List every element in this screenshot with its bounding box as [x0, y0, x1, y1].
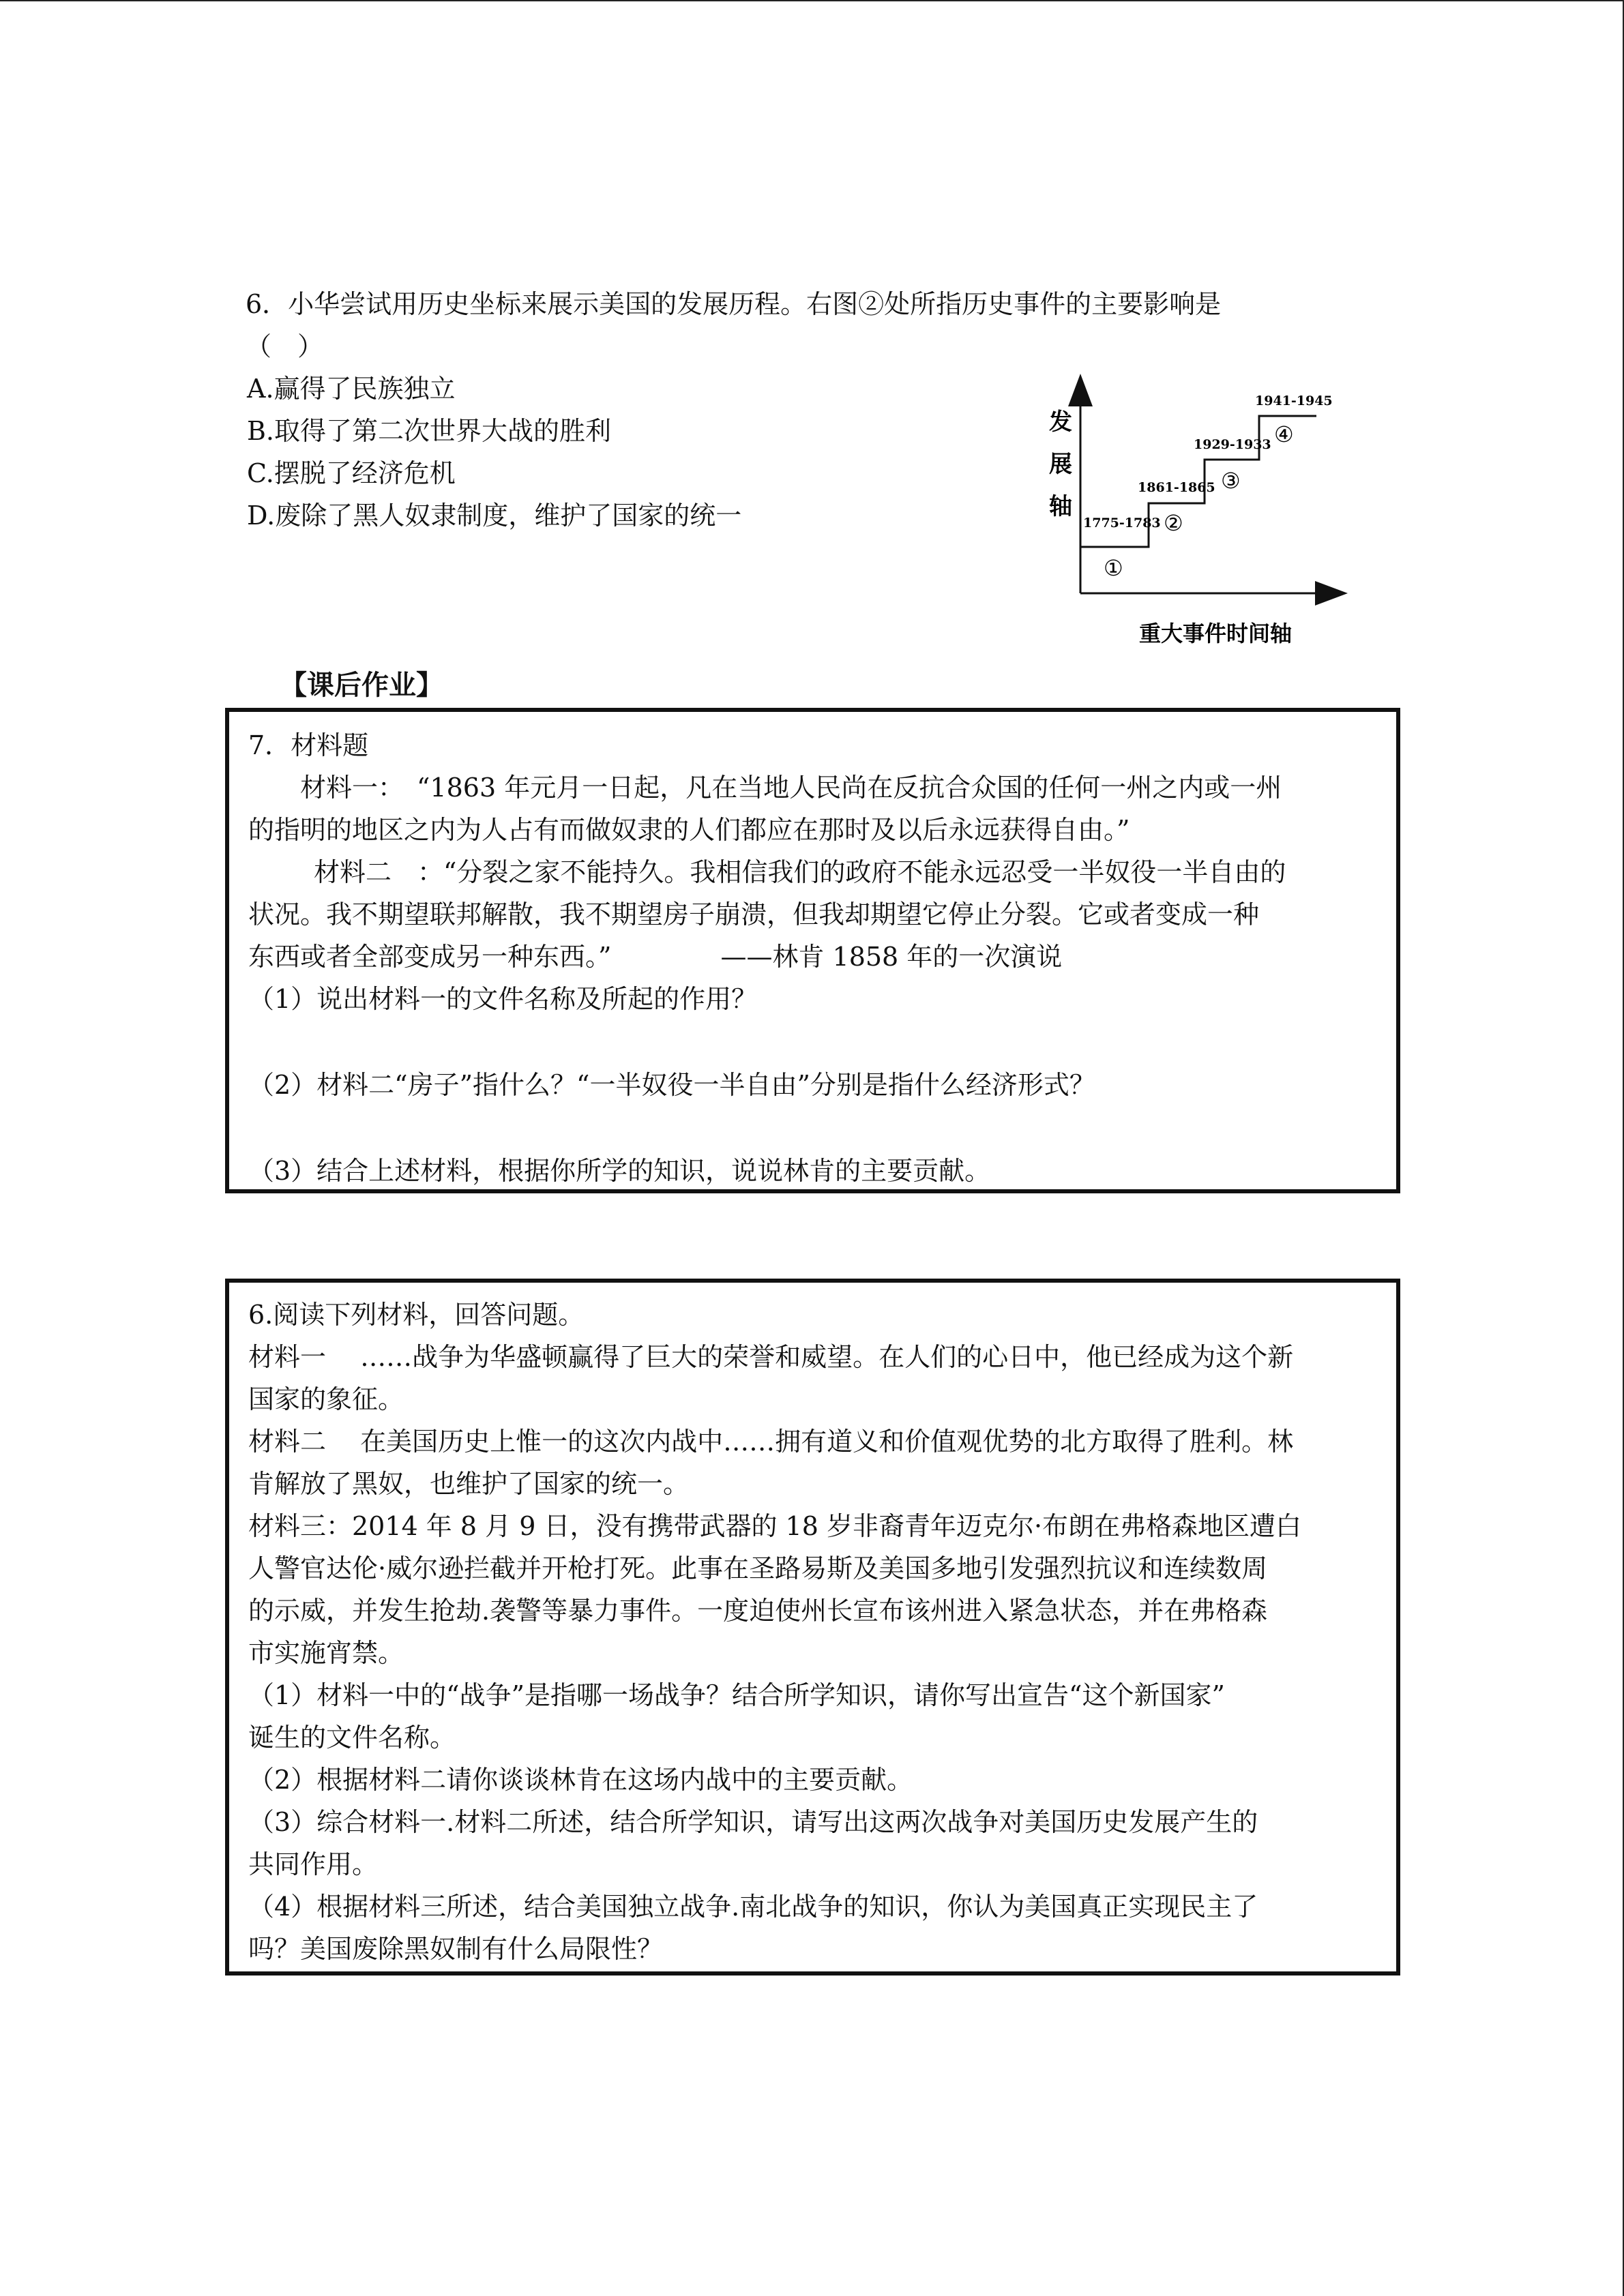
q6b-sub-4-line-2: 吗？美国废除黑奴制有什么局限性？ — [248, 1934, 664, 1964]
option-a: A.赢得了民族独立 — [247, 374, 456, 404]
q6b-sub-1-line-1: （1）材料一中的“战争”是指哪一场战争？结合所学知识，请你写出宣告“这个新国家” — [248, 1680, 1225, 1710]
q6b-sub-4-line-1: （4）根据材料三所述，结合美国独立战争.南北战争的知识，你认为美国真正实现民主了 — [248, 1892, 1258, 1922]
material-1-line-2: 的指明的地区之内为人占有而做奴隶的人们都应在那时及以后永远获得自由。” — [248, 815, 1130, 845]
option-c: C.摆脱了经济危机 — [247, 458, 456, 488]
question-7-title: 7．材料题 — [248, 730, 369, 760]
option-d: D.废除了黑人奴隶制度，维护了国家的统一 — [247, 501, 742, 531]
q6b-sub-3-line-1: （3）综合材料一.材料二所述，结合所学知识，请写出这两次战争对美国历史发展产生的 — [248, 1807, 1258, 1837]
y-axis-label-char-3: 轴 — [1049, 493, 1072, 520]
x-axis-label: 重大事件时间轴 — [1139, 621, 1293, 646]
material-2-line-3 — [248, 936, 1377, 978]
m1-line-1: 材料一 ……战争为华盛顿赢得了巨大的荣誉和威望。在人们的心日中，他已经成为这个新 — [248, 1342, 1294, 1372]
material-1-line-1: 材料一： “1863 年元月一日起，凡在当地人民尚在反抗合众国的任何一州之内或一州 — [300, 773, 1282, 803]
question-6b-title: 6.阅读下列材料，回答问题。 — [248, 1300, 585, 1330]
step-3-marker: ③ — [1221, 468, 1241, 494]
option-b: B.取得了第二次世界大战的胜利 — [247, 416, 612, 446]
material-2-line-2: 状况。我不期望联邦解散，我不期望房子崩溃，但我却期望它停止分裂。它或者变成一种 — [248, 899, 1260, 929]
question-6-answer-blank: （ ） — [246, 331, 324, 361]
step-3-years: 1929-1933 — [1194, 437, 1271, 452]
question-6-stem: 6．小华尝试用历史坐标来展示美国的发展历程。右图②处所指历史事件的主要影响是 — [246, 289, 1222, 319]
y-axis-label-char-2: 展 — [1049, 451, 1072, 478]
m2-line-1: 材料二 在美国历史上惟一的这次内战中……拥有道义和价值观优势的北方取得了胜利。林 — [248, 1427, 1294, 1457]
question-7-sub-3: （3）结合上述材料，根据你所学的知识，说说林肯的主要贡献。 — [248, 1156, 991, 1186]
answer-space — [248, 1106, 1377, 1150]
step-1-marker: ① — [1104, 555, 1123, 581]
material-2-line-1: 材料二 ：“分裂之家不能持久。我相信我们的政府不能永远忍受一半奴役一半自由的 — [314, 857, 1286, 887]
question-7-sub-1: （1）说出材料一的文件名称及所起的作用？ — [248, 984, 758, 1014]
step-4-marker: ④ — [1274, 421, 1294, 447]
m3-line-1: 材料三：2014 年 8 月 9 日，没有携带武器的 18 岁非裔青年迈克尔·布朗在弗格森地区遭白 — [248, 1511, 1302, 1541]
y-axis-label-char-1: 发 — [1049, 408, 1072, 436]
timeline-figure — [1044, 368, 1371, 655]
step-4-years: 1941-1945 — [1255, 393, 1333, 408]
q6b-sub-3-line-2: 共同作用。 — [248, 1849, 379, 1879]
m2-line-2: 肯解放了黑奴，也维护了国家的统一。 — [248, 1469, 690, 1499]
material-2-source: ——林肯 1858 年的一次演说 — [720, 942, 1063, 972]
step-2-years: 1861-1865 — [1138, 480, 1215, 495]
q6b-sub-2: （2）根据材料二请你谈谈林肯在这场内战中的主要贡献。 — [248, 1765, 913, 1795]
m3-line-2: 人警官达伦·威尔逊拦截并开枪打死。此事在圣路易斯及美国多地引发强烈抗议和连续数周 — [248, 1553, 1268, 1583]
m3-line-4: 市实施宵禁。 — [248, 1638, 404, 1668]
m1-line-2: 国家的象征。 — [248, 1384, 404, 1414]
question-7-sub-2: （2）材料二“房子”指什么？“一半奴役一半自由”分别是指什么经济形式？ — [248, 1070, 1095, 1100]
material-2-line-3-text: 东西或者全部变成另一种东西。” — [248, 942, 612, 972]
step-2-marker: ② — [1164, 510, 1183, 536]
q6b-sub-1-line-2: 诞生的文件名称。 — [248, 1723, 456, 1753]
question-7-box — [225, 708, 1400, 1193]
answer-space — [248, 1020, 1377, 1064]
question-6b-box — [225, 1279, 1400, 1976]
m3-line-3: 的示威，并发生抢劫.袭警等暴力事件。一度迫使州长宣布该州进入紧急状态，并在弗格森 — [248, 1596, 1268, 1626]
step-1-years: 1775-1783 — [1083, 516, 1161, 531]
homework-heading: 【课后作业】 — [280, 670, 443, 701]
